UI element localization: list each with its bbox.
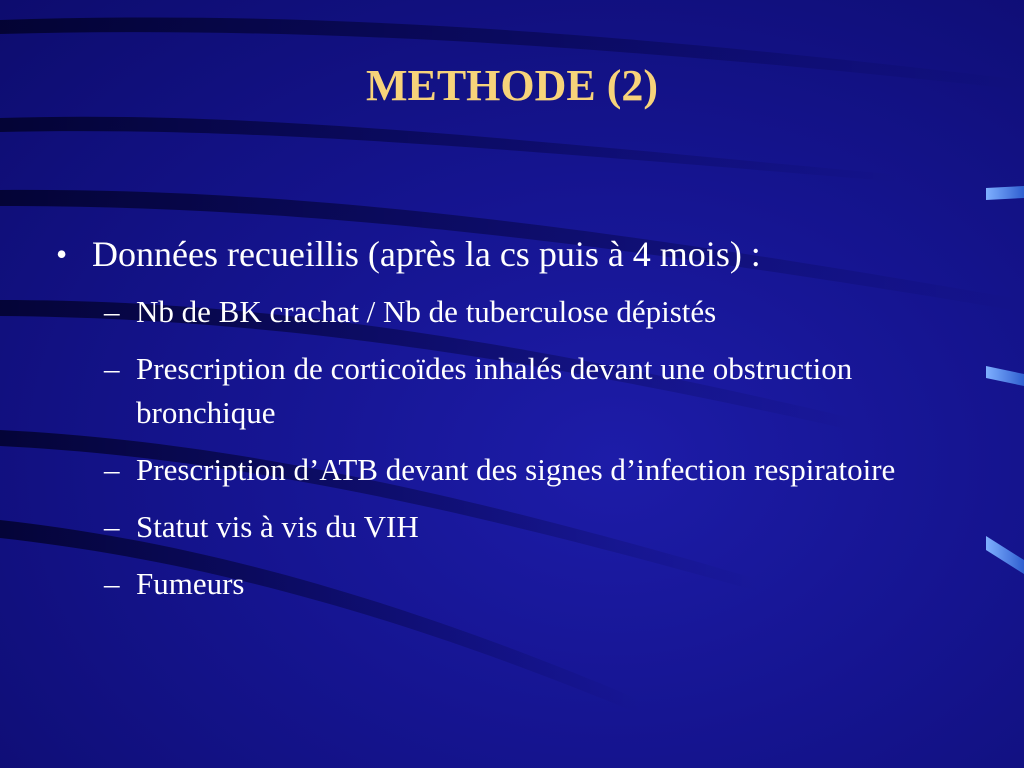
sub-bullet-text: Nb de BK crachat / Nb de tuberculose dépistés <box>136 294 717 329</box>
background-streak <box>0 117 900 182</box>
accent-stripe <box>986 536 1024 574</box>
sub-bullet-list <box>56 290 956 606</box>
dash-marker: – <box>104 351 120 386</box>
dash-marker: – <box>104 294 120 329</box>
slide-content <box>56 232 956 619</box>
sub-bullet-text: Fumeurs <box>136 566 245 601</box>
sub-bullet <box>56 347 956 435</box>
sub-bullet-text: Prescription d’ATB devant des signes d’infection respiratoire <box>136 452 896 487</box>
dash-marker: – <box>104 566 120 601</box>
accent-stripe <box>986 366 1024 386</box>
accent-stripe <box>986 186 1024 200</box>
sub-bullet <box>56 448 956 492</box>
sub-bullet <box>56 290 956 334</box>
sub-bullet-text: Prescription de corticoïdes inhalés devant une obstruction bronchique <box>136 351 853 430</box>
dash-marker: – <box>104 452 120 487</box>
sub-bullet <box>56 562 956 606</box>
main-bullet <box>56 232 956 276</box>
bullet-marker: • <box>56 236 68 272</box>
sub-bullet <box>56 505 956 549</box>
main-bullet-text: Données recueillis (après la cs puis à 4 mois) : <box>92 234 761 274</box>
slide-title: METHODE (2) <box>365 61 659 110</box>
dash-marker: – <box>104 509 120 544</box>
sub-bullet-text: Statut vis à vis du VIH <box>136 509 419 544</box>
